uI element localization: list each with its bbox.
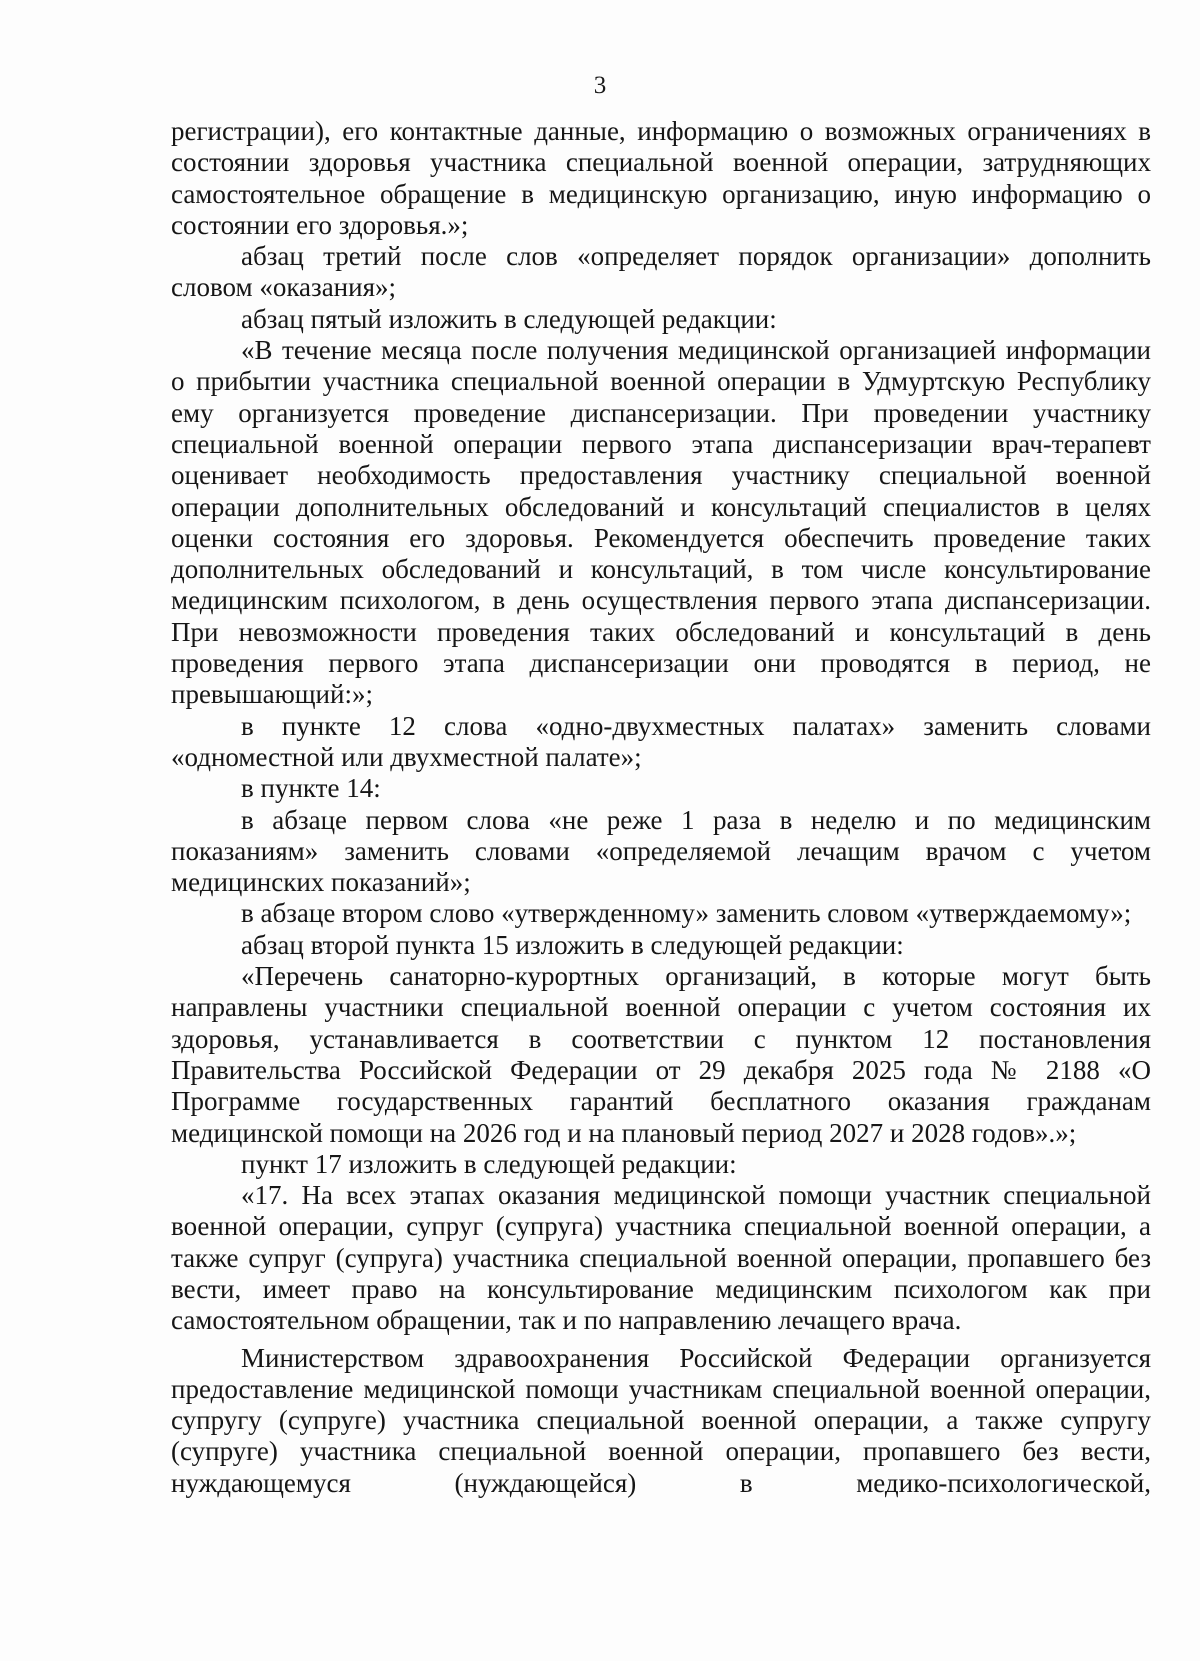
paragraph-amendment-5th-para-text: «В течение месяца после получения медицинской организацией информации о прибытии участника специальной военной операции в Удмуртскую Республику ему организуется проведение диспансеризации. При проведении участнику специальной военной операции первого этапа диспансеризации врач-терапевт оценивает необходимость предоставления участнику специальной военной операции дополнительных обследований и консультаций специалистов в целях оценки состояния его здоровья. Рекомендуется обеспечить проведение таких дополнительных обследований и консультаций, в том числе консультирование медицинским психологом, в день осуществления первого этапа диспансеризации. При невозможности проведения таких обследований и консультаций в день проведения первого этапа диспансеризации они проводятся в период, не превышающий:»; [171,335,1151,710]
paragraph-item-15-intro: абзац второй пункта 15 изложить в следующей редакции: [241,929,904,960]
paragraph-item-14-para-2: в абзаце втором слово «утвержденному» заменить словом «утверждаемому»; [241,898,1132,929]
paragraph-item-14-intro: в пункте 14: [241,773,381,804]
paragraph-amendment-5th-para-intro: абзац пятый изложить в следующей редакции: [241,303,777,334]
document-body [171,116,1151,1499]
paragraph-amendment-3rd-para: абзац третий после слов «определяет порядок организации» дополнить словом «оказания»; [171,241,1151,303]
paragraph-ministry: Министерством здравоохранения Российской Федерации организуется предоставление медицинской помощи участникам специальной военной операции, супругу (супруге) участника специальной военной операции, а также супругу (супруге) участника специальной военной операции, пропавшего без вести, нуждающемуся (нуждающейся) в медико-психологической, [171,1342,1151,1498]
page-number: 3 [593,72,607,99]
paragraph-item-17-intro: пункт 17 изложить в следующей редакции: [241,1148,737,1179]
paragraph-item-17-text: «17. На всех этапах оказания медицинской помощи участник специальной военной операции, супруг (супруга) участника специальной военной операции, а также супруг (супруга) участника специальной военной операции, пропавшего без вести, имеет право на консультирование медицинским психологом как при самостоятельном обращении, так и по направлению лечащего врача. [171,1180,1151,1336]
paragraph-continuation: регистрации), его контактные данные, информацию о возможных ограничениях в состоянии здоровья участника специальной военной операции, затрудняющих самостоятельное обращение в медицинскую организацию, иную информацию о состоянии его здоровья.»; [171,116,1151,240]
paragraph-item-14-para-1: в абзаце первом слова «не реже 1 раза в неделю и по медицинским показаниям» заменить словами «определяемой лечащим врачом с учетом медицинских показаний»; [171,804,1151,898]
paragraph-item-12: в пункте 12 слова «одно-двухместных палатах» заменить словами «одноместной или двухместной палате»; [171,710,1151,772]
paragraph-item-15-text: «Перечень санаторно-курортных организаций, в которые могут быть направлены участники специальной военной операции с учетом состояния их здоровья, устанавливается в соответствии с пунктом 12 постановления Правительства Российской Федерации от 29 декабря 2025 года № 2188 «О Программе государственных гарантий бесплатного оказания гражданам медицинской помощи на 2026 год и на плановый период 2027 и 2028 годов».»; [171,961,1151,1148]
